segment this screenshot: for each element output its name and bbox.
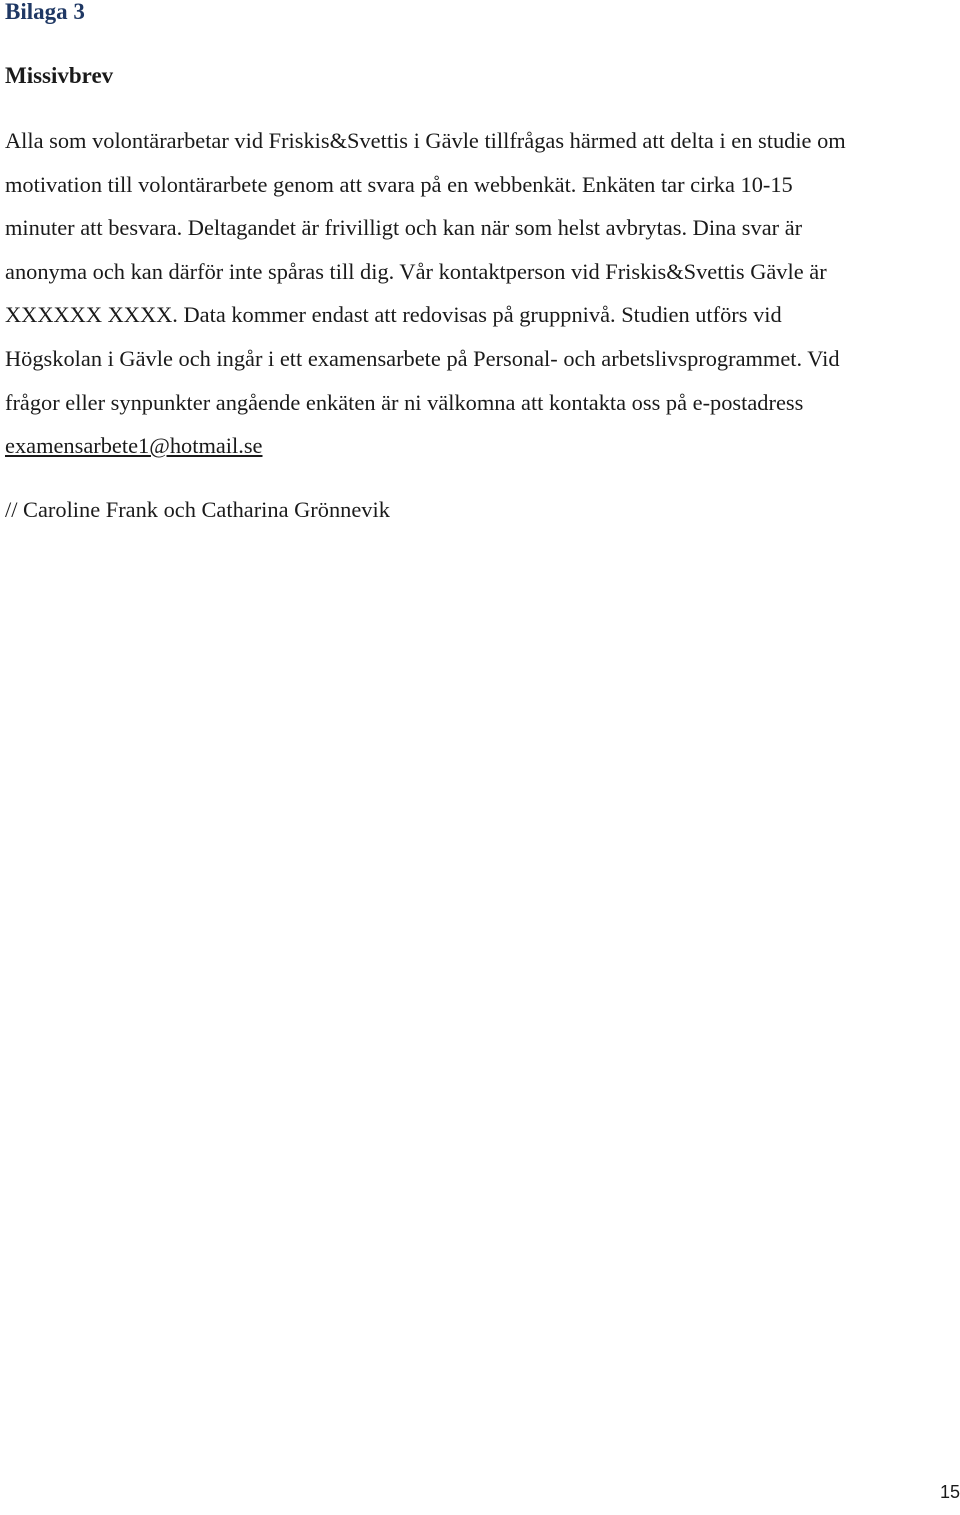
page-number: 15 <box>939 1482 960 1502</box>
body-line: Högskolan i Gävle och ingår i ett examensarbete på Personal- och arbetslivsprogrammet. Vid <box>5 345 840 371</box>
body-line: anonyma och kan därför inte spåras till dig. Vår kontaktperson vid Friskis&Svettis Gävle är <box>5 258 827 284</box>
appendix-label: Bilaga 3 <box>5 0 85 24</box>
document-title: Missivbrev <box>5 63 114 88</box>
body-line: Alla som volontärarbetar vid Friskis&Svettis i Gävle tillfrågas härmed att delta i en studie om <box>5 128 846 153</box>
body-paragraph <box>5 119 960 468</box>
body-line: XXXXXX XXXX. Data kommer endast att redovisas på gruppnivå. Studien utförs vid <box>5 302 782 328</box>
body-line: frågor eller synpunkter angående enkäten är ni välkomna att kontakta oss på e-postadress <box>5 389 804 415</box>
email-link[interactable]: examensarbete1@hotmail.se <box>5 433 263 459</box>
email-line <box>5 424 960 468</box>
body-line: minuter att besvara. Deltagandet är frivilligt och kan när som helst avbrytas. Dina svar är <box>5 215 803 241</box>
body-line: motivation till volontärarbete genom att svara på en webbenkät. Enkäten tar cirka 10-15 <box>5 171 793 197</box>
signature: // Caroline Frank och Catharina Grönnevik <box>5 497 390 522</box>
